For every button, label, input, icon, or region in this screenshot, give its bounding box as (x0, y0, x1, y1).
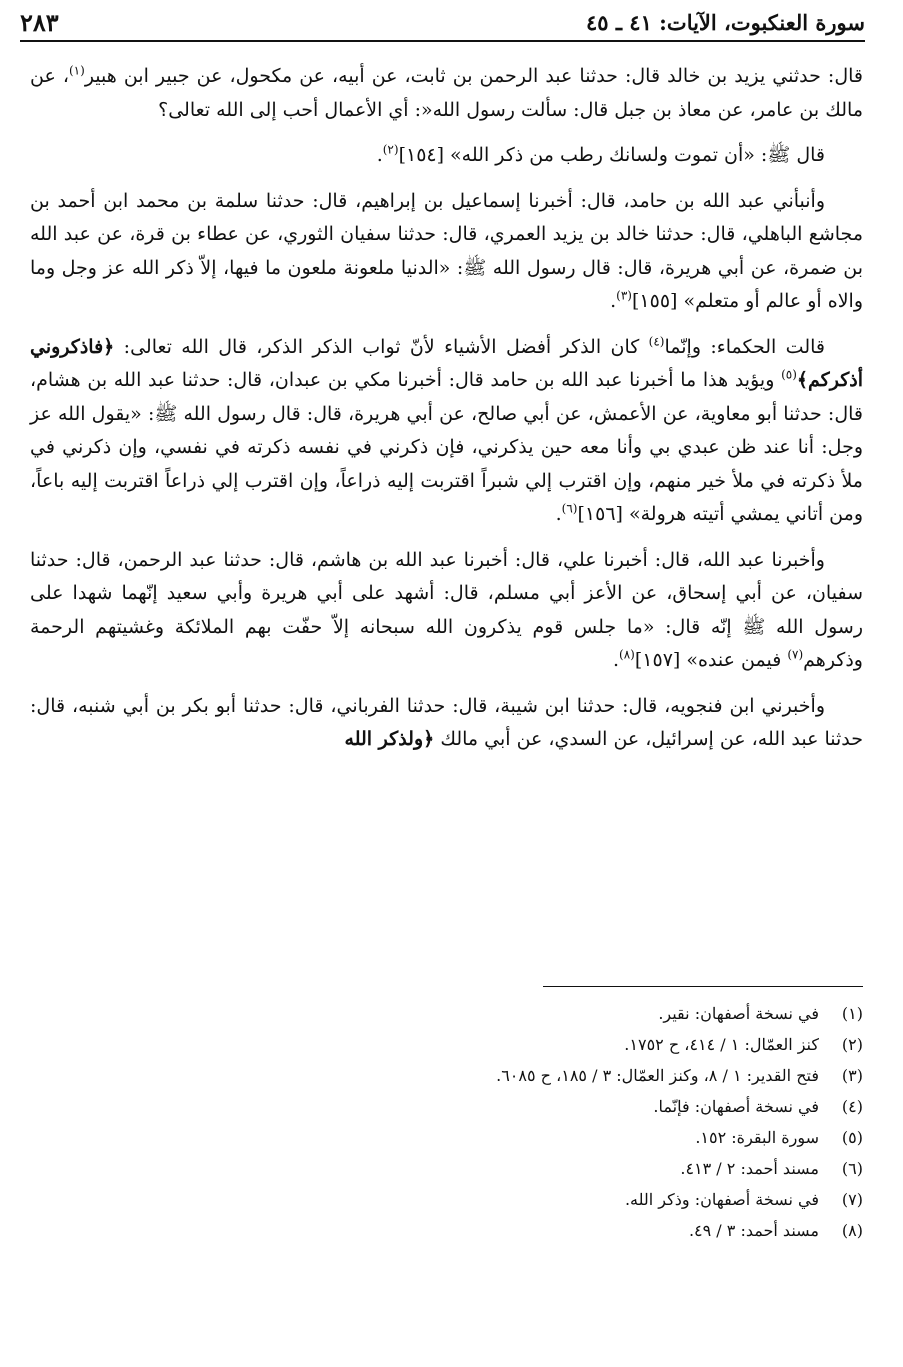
footnote (300, 1060, 863, 1091)
text-run: قال ﷺ: «أن تموت ولسانك رطب من ذكر الله» [١٥٤] (398, 144, 825, 166)
surah-title: سورة العنكبوت، الآيات: ٤١ ـ ٤٥ (585, 9, 865, 35)
footnote-number: (٢) (841, 1035, 863, 1054)
footnote-text: فتح القدير: ١ / ٨، وكنز العمّال: ٣ / ١٨٥، ح ٦٠٨٥. (496, 1066, 819, 1085)
text-run: وأخبرنا عبد الله، قال: أخبرنا علي، قال: أخبرنا عبد الله بن هاشم، قال: حدثنا عبد الرحمن، قال: حدثنا سفيان، عن أبي إسحاق، عن الأعز أبي مسلم، قال: أشهد على أبي هريرة وأبي سعيد إنّهما شهدا على رسول الله ﷺ إنّه قال: «ما جلس قوم يذكرون الله سبحانه إلاّ حفّت بهم الملائكة وغشيتهم الرحمة وذكرهم (30, 548, 863, 671)
text-run: ، عن مالك بن عامر، عن معاذ بن جبل قال: سألت رسول الله«: أي الأعمال أحب إلى الله تعالى؟ (30, 65, 863, 121)
footnote (300, 1184, 863, 1215)
quran-verse: ﴿ولذكر الله (344, 728, 435, 750)
footnote-ref: (٨) (619, 647, 635, 662)
footnote-number: (١) (841, 1004, 863, 1023)
quran-verse: ﴿فاذكروني أذكركم﴾ (30, 335, 863, 391)
footnote-number: (٥) (841, 1128, 863, 1147)
footnote-ref: (٧) (787, 647, 804, 662)
paragraph (30, 544, 863, 678)
footnote-text: في نسخة أصفهان: وذكر الله. (624, 1190, 819, 1209)
footnote-text: مسند أحمد: ٢ / ٤١٣. (680, 1159, 819, 1178)
text-run: . (610, 290, 617, 312)
footnote (300, 1153, 863, 1184)
text-run: وأخبرني ابن فنجويه، قال: حدثنا ابن شيبة، قال: حدثنا الفرباني، قال: حدثنا أبو بكر بن أبي شنبه، قال: حدثنا عبد الله، عن إسرائيل، عن السدي، عن أبي مالك (30, 694, 863, 750)
footnote-text: كنز العمّال: ١ / ٤١٤، ح ١٧٥٢. (624, 1035, 819, 1054)
footnote-text: في نسخة أصفهان: فإنّما. (653, 1097, 819, 1116)
footnote (300, 1215, 863, 1246)
page-number: ٢٨٣ (20, 7, 59, 37)
footnote-rule (543, 986, 863, 987)
footnote-ref: (٤) (648, 334, 665, 349)
text-run: وأنبأني عبد الله بن حامد، قال: أخبرنا إسماعيل بن إبراهيم، قال: حدثنا سلمة بن محمد ابن أحمد بن مجاشع الباهلي، قال: حدثنا خالد بن يزيد العمري، قال: حدثنا سفيان الثوري، عن عطاء بن قرة، عن عبد الله بن ضمرة، عن أبي هريرة، قال: قال رسول الله ﷺ: «الدنيا ملعونة ملعون ما فيها، إلاّ ذكر الله عز وجل وما والاه أو عالم أو متعلم» [١٥٥] (30, 189, 863, 312)
text-run: كان الذكر أفضل الأشياء لأنّ ثواب الذكر الذكر، قال الله تعالى: (114, 335, 649, 358)
footnote-number: (٣) (841, 1066, 863, 1085)
footnote-text: في نسخة أصفهان: نقير. (658, 1004, 819, 1023)
footnote-number: (٤) (841, 1097, 863, 1116)
footnote (300, 1091, 863, 1122)
footnote (300, 1122, 863, 1153)
footnote-number: (٧) (841, 1190, 863, 1209)
paragraph (30, 185, 863, 319)
footnote-text: سورة البقرة: ١٥٢. (695, 1128, 819, 1147)
paragraph (30, 331, 863, 532)
text-run: ويؤيد هذا ما أخبرنا عبد الله بن حامد قال: أخبرنا مكي بن عبدان، قال: حدثنا عبد الله بن هشام، قال: حدثنا أبو معاوية، عن الأعمش، عن أبي صالح، عن أبي هريرة، قال: قال رسول الله ﷺ: «يقول الله عز وجل: أنا عند ظن عبدي بي وأنا معه حين يذكرني، فإن ذكرني في نفسه ذكرته في نفسي، وإن ذكرني في ملأ ذكرته في ملأ خير منهم، وإن اقترب إلي شبراً اقتربت إليه ذراعاً، وإن اقترب إلي ذراعاً اقتربت إليه باعاً، ومن أتاني يمشي أتيته هرولة» [١٥٦] (30, 369, 863, 525)
text-run: . (555, 503, 562, 525)
footnote (300, 1029, 863, 1060)
text-run: قالت الحكماء: وإنّما (664, 335, 825, 358)
paragraph (30, 139, 863, 173)
footnote-ref: (٦) (561, 501, 578, 516)
footnote-ref: (٥) (781, 367, 797, 382)
text-run: قال: حدثني يزيد بن خالد قال: حدثنا عبد الرحمن بن ثابت، عن أبيه، عن مكحول، عن جبير ابن هبير (84, 65, 863, 87)
footnote-ref: (٣) (616, 288, 632, 303)
paragraph (30, 690, 863, 757)
footnote-number: (٨) (841, 1221, 863, 1240)
page-header (20, 4, 865, 40)
footnote-ref: (٢) (382, 142, 399, 157)
text-run: . (376, 144, 383, 166)
paragraph (30, 60, 863, 127)
footnote (300, 998, 863, 1029)
header-rule (20, 40, 865, 42)
text-run: . (612, 649, 620, 671)
footnote-text: مسند أحمد: ٣ / ٤٩. (688, 1221, 819, 1240)
text-run: فيمن عنده» [١٥٧] (634, 649, 788, 671)
main-text (30, 60, 863, 757)
footnote-ref: (١) (68, 63, 85, 78)
footnote-number: (٦) (841, 1159, 863, 1178)
footnotes (300, 998, 863, 1246)
